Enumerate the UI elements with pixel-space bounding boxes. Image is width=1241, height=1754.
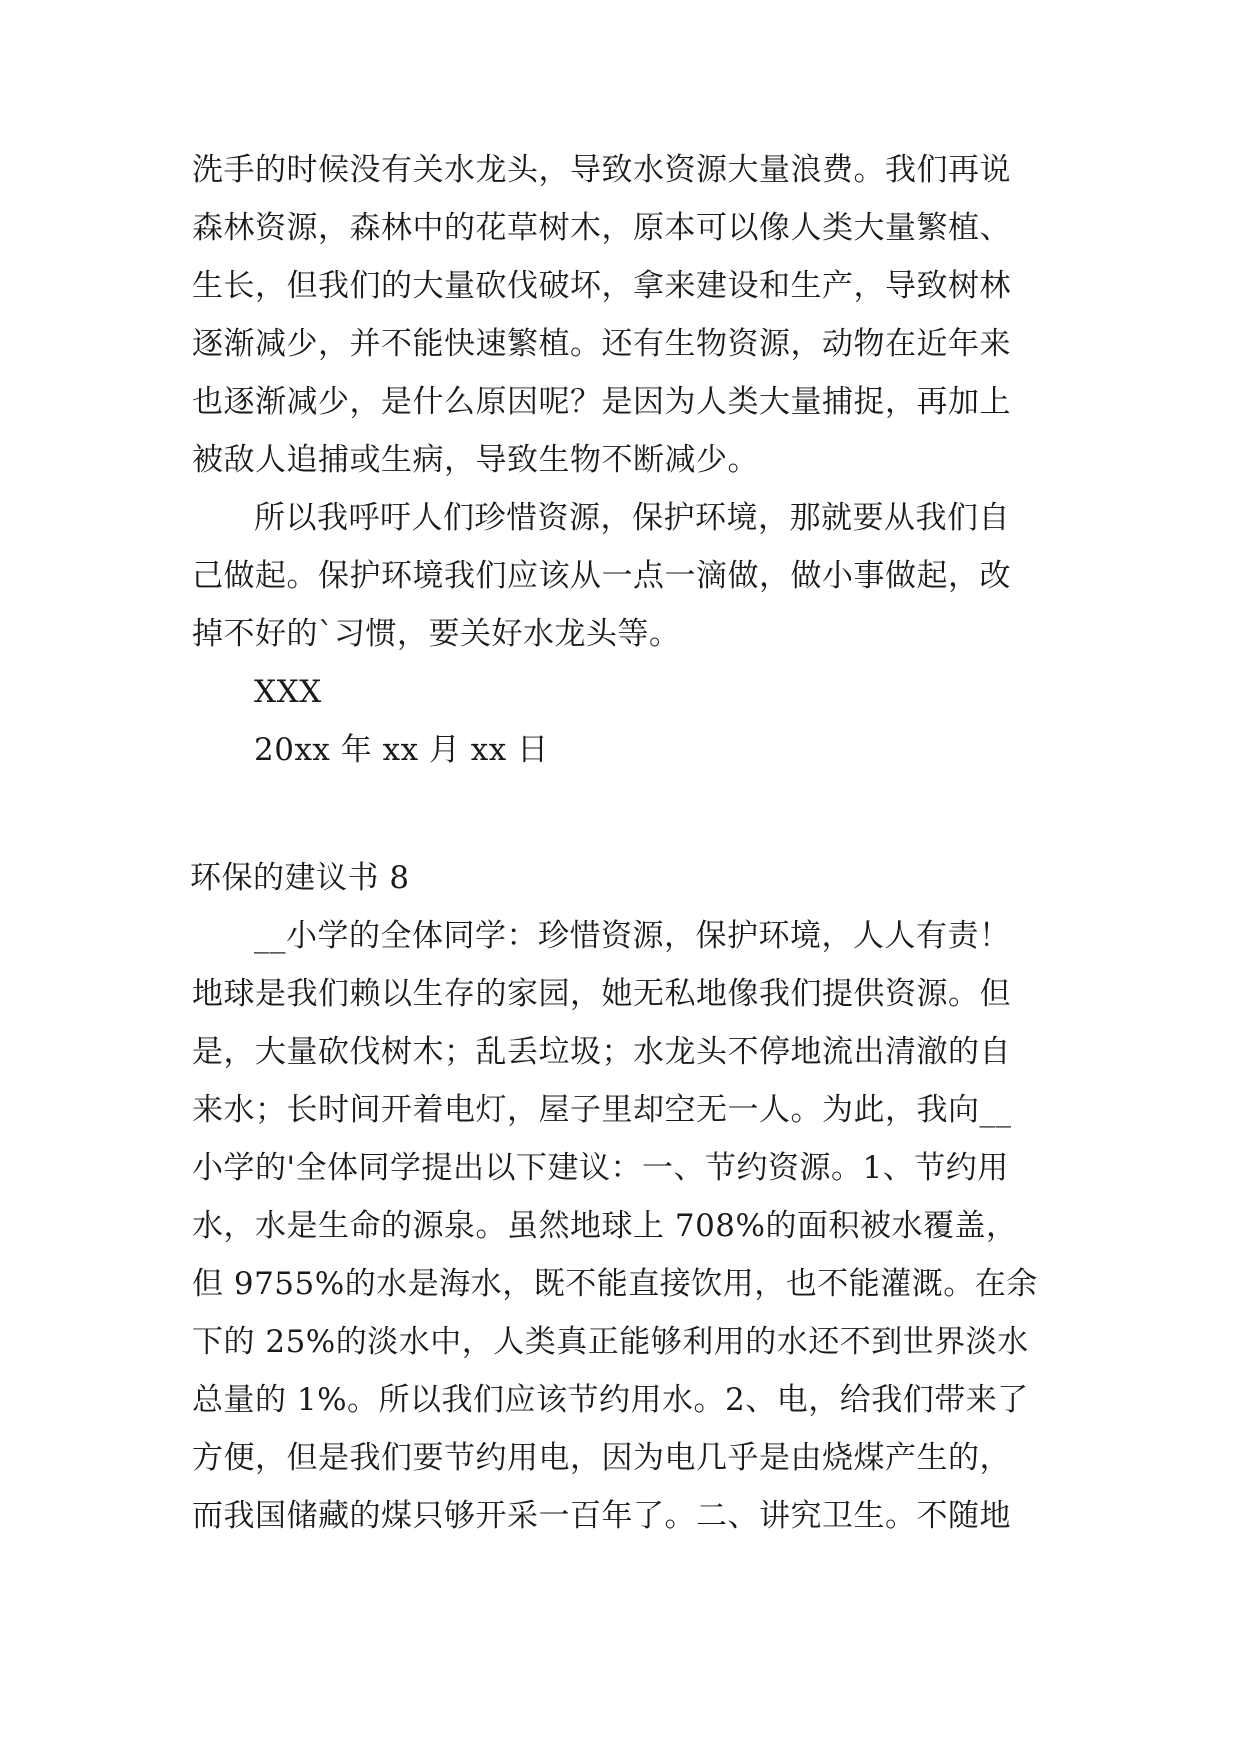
signature: XXX	[254, 674, 322, 710]
section-title: 环保的建议书 8	[190, 860, 410, 896]
paragraph-line: 是，大量砍伐树木；乱丢垃圾；水龙头不停地流出清澈的自	[192, 1034, 1011, 1070]
paragraph-line: 水，水是生命的源泉。虽然地球上 708%的面积被水覆盖，	[192, 1208, 1018, 1244]
paragraph-line: 方便，但是我们要节约用电，因为电几乎是由烧煤产生的，	[192, 1440, 1011, 1476]
paragraph-line: 但 9755%的水是海水，既不能直接饮用，也不能灌溉。在余	[192, 1266, 1038, 1302]
paragraph-line: 所以我呼吁人们珍惜资源，保护环境，那就要从我们自	[254, 500, 1010, 536]
paragraph-line: 生长，但我们的大量砍伐破坏，拿来建设和生产，导致树林	[192, 268, 1011, 304]
paragraph-line: 掉不好的`习惯，要关好水龙头等。	[192, 616, 681, 652]
paragraph-line: 被敌人追捕或生病，导致生物不断减少。	[192, 442, 759, 478]
paragraph-line: 而我国储藏的煤只够开采一百年了。二、讲究卫生。不随地	[192, 1498, 1011, 1534]
paragraph-line: 地球是我们赖以生存的家园，她无私地像我们提供资源。但	[192, 976, 1011, 1012]
paragraph-line: 来水；长时间开着电灯，屋子里却空无一人。为此，我向__	[192, 1092, 1012, 1128]
paragraph-line: 森林资源，森林中的花草树木，原本可以像人类大量繁植、	[192, 210, 1011, 246]
paragraph-line: 洗手的时候没有关水龙头，导致水资源大量浪费。我们再说	[192, 152, 1011, 188]
paragraph-line: 小学的'全体同学提出以下建议：一、节约资源。1、节约用	[192, 1150, 1009, 1186]
paragraph-line: __小学的全体同学：珍惜资源，保护环境，人人有责！	[254, 918, 1011, 954]
paragraph-line: 总量的 1%。所以我们应该节约用水。2、电，给我们带来了	[192, 1382, 1029, 1418]
paragraph-line: 也逐渐减少，是什么原因呢？是因为人类大量捕捉，再加上	[192, 384, 1011, 420]
date: 20xx 年 xx 月 xx 日	[254, 732, 549, 768]
paragraph-line: 己做起。保护环境我们应该从一点一滴做，做小事做起，改	[192, 558, 1011, 594]
paragraph-line: 下的 25%的淡水中，人类真正能够利用的水还不到世界淡水	[192, 1324, 1029, 1360]
paragraph-line: 逐渐减少，并不能快速繁植。还有生物资源，动物在近年来	[192, 326, 1011, 362]
